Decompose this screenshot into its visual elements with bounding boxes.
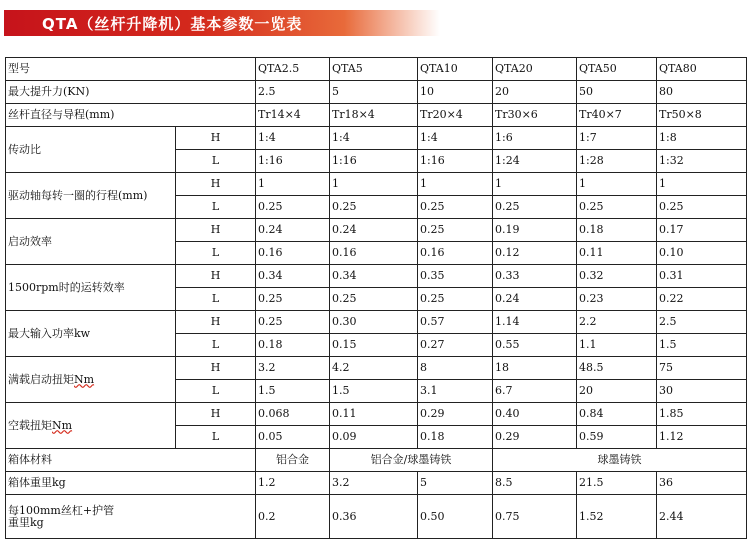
value-cell: Tr30×6 <box>493 104 577 127</box>
material-cell: 铝合金 <box>256 449 330 472</box>
table-row <box>6 311 747 334</box>
value-cell: 1:32 <box>657 150 747 173</box>
value-cell: 2.5 <box>657 311 747 334</box>
value-cell: 0.10 <box>657 242 747 265</box>
value-cell: 20 <box>577 380 657 403</box>
h-label: H <box>176 173 256 196</box>
value-cell: 1 <box>256 173 330 196</box>
value-cell: 1:4 <box>330 127 418 150</box>
value-cell: 36 <box>657 472 747 495</box>
value-cell: 1:4 <box>256 127 330 150</box>
value-cell: 0.30 <box>330 311 418 334</box>
value-cell: 80 <box>657 81 747 104</box>
l-label: L <box>176 380 256 403</box>
l-label: L <box>176 242 256 265</box>
value-cell: 3.2 <box>330 472 418 495</box>
row-label: 传动比 <box>6 127 176 173</box>
value-cell: 1.5 <box>256 380 330 403</box>
value-cell: 0.18 <box>256 334 330 357</box>
value-cell: 4.2 <box>330 357 418 380</box>
value-cell: 8.5 <box>493 472 577 495</box>
value-cell: Tr14×4 <box>256 104 330 127</box>
row-label <box>6 403 176 449</box>
title-banner <box>4 10 440 36</box>
l-label: L <box>176 196 256 219</box>
value-cell: 30 <box>657 380 747 403</box>
table-row <box>6 265 747 288</box>
h-label: H <box>176 403 256 426</box>
value-cell: 0.24 <box>493 288 577 311</box>
value-cell: 0.29 <box>418 403 493 426</box>
l-label: L <box>176 426 256 449</box>
value-cell: Tr18×4 <box>330 104 418 127</box>
row-label-text: 空载扭矩 <box>8 418 52 432</box>
value-cell: 2.5 <box>256 81 330 104</box>
value-cell: 0.24 <box>256 219 330 242</box>
row-label: 箱体材料 <box>6 449 256 472</box>
value-cell: 1 <box>330 173 418 196</box>
value-cell: 1.5 <box>657 334 747 357</box>
value-cell: 1:8 <box>657 127 747 150</box>
table-row <box>6 127 747 150</box>
value-cell: 21.5 <box>577 472 657 495</box>
value-cell: 5 <box>418 472 493 495</box>
value-cell: 0.57 <box>418 311 493 334</box>
value-cell: 18 <box>493 357 577 380</box>
value-cell: 0.36 <box>330 495 418 539</box>
table-row <box>6 104 747 127</box>
table-row <box>6 173 747 196</box>
value-cell: 3.1 <box>418 380 493 403</box>
value-cell: 1.85 <box>657 403 747 426</box>
value-cell: 0.59 <box>577 426 657 449</box>
table-row <box>6 403 747 426</box>
value-cell: 0.24 <box>330 219 418 242</box>
l-label: L <box>176 150 256 173</box>
value-cell: Tr50×8 <box>657 104 747 127</box>
row-label: 最大提升力(KN) <box>6 81 256 104</box>
h-label: H <box>176 357 256 380</box>
row-label: 启动效率 <box>6 219 176 265</box>
value-cell: 0.05 <box>256 426 330 449</box>
value-cell: 1:24 <box>493 150 577 173</box>
value-cell: 48.5 <box>577 357 657 380</box>
table-header-row <box>6 58 747 81</box>
value-cell: 75 <box>657 357 747 380</box>
h-label: H <box>176 265 256 288</box>
value-cell: 1.1 <box>577 334 657 357</box>
unit-text: Nm <box>52 418 73 432</box>
value-cell: 0.23 <box>577 288 657 311</box>
h-label: H <box>176 311 256 334</box>
table-row <box>6 357 747 380</box>
page-title: QTA（丝杆升降机）基本参数一览表 <box>42 15 303 33</box>
value-cell: 1:16 <box>330 150 418 173</box>
value-cell: 2.2 <box>577 311 657 334</box>
value-cell: 0.32 <box>577 265 657 288</box>
value-cell: 20 <box>493 81 577 104</box>
value-cell: 0.18 <box>577 219 657 242</box>
value-cell: 1:4 <box>418 127 493 150</box>
h-label: H <box>176 127 256 150</box>
value-cell: 0.25 <box>493 196 577 219</box>
value-cell: 1:16 <box>418 150 493 173</box>
row-label: 箱体重里kg <box>6 472 256 495</box>
value-cell: 0.34 <box>256 265 330 288</box>
value-cell: 1.2 <box>256 472 330 495</box>
value-cell: 5 <box>330 81 418 104</box>
row-label: 最大输入功率kw <box>6 311 176 357</box>
value-cell: 0.25 <box>418 196 493 219</box>
model-header: QTA10 <box>418 58 493 81</box>
unit-text: Nm <box>74 372 95 386</box>
value-cell: 0.11 <box>577 242 657 265</box>
model-header: QTA5 <box>330 58 418 81</box>
value-cell: 1:28 <box>577 150 657 173</box>
row-label: 1500rpm时的运转效率 <box>6 265 176 311</box>
model-label: 型号 <box>6 58 256 81</box>
value-cell: 8 <box>418 357 493 380</box>
value-cell: 0.25 <box>256 288 330 311</box>
value-cell: 0.84 <box>577 403 657 426</box>
value-cell: 0.12 <box>493 242 577 265</box>
value-cell: 0.22 <box>657 288 747 311</box>
value-cell: 3.2 <box>256 357 330 380</box>
value-cell: 6.7 <box>493 380 577 403</box>
value-cell: 0.29 <box>493 426 577 449</box>
table-row <box>6 219 747 242</box>
value-cell: 0.17 <box>657 219 747 242</box>
l-label: L <box>176 288 256 311</box>
value-cell: 1 <box>577 173 657 196</box>
value-cell: 0.75 <box>493 495 577 539</box>
row-label-line: 重里kg <box>8 515 44 529</box>
value-cell: 0.25 <box>256 196 330 219</box>
value-cell: Tr20×4 <box>418 104 493 127</box>
value-cell: 0.25 <box>577 196 657 219</box>
value-cell: 0.35 <box>418 265 493 288</box>
row-label <box>6 495 256 539</box>
value-cell: 50 <box>577 81 657 104</box>
l-label: L <box>176 334 256 357</box>
value-cell: 0.27 <box>418 334 493 357</box>
row-label-line: 每100mm丝杠+护管 <box>8 503 115 517</box>
value-cell: 1:7 <box>577 127 657 150</box>
value-cell: 1.52 <box>577 495 657 539</box>
spec-table <box>5 57 747 539</box>
value-cell: 0.50 <box>418 495 493 539</box>
row-label: 驱动轴每转一圈的行程(mm) <box>6 173 176 219</box>
value-cell: 0.15 <box>330 334 418 357</box>
table-row <box>6 449 747 472</box>
h-label: H <box>176 219 256 242</box>
value-cell: 1.12 <box>657 426 747 449</box>
value-cell: 0.33 <box>493 265 577 288</box>
value-cell: 0.16 <box>418 242 493 265</box>
table-row <box>6 495 747 539</box>
table-row <box>6 472 747 495</box>
value-cell: 0.09 <box>330 426 418 449</box>
material-cell: 球墨铸铁 <box>493 449 747 472</box>
value-cell: 0.16 <box>330 242 418 265</box>
row-label-text: 满载启动扭矩 <box>8 372 74 386</box>
value-cell: 1 <box>418 173 493 196</box>
value-cell: 0.16 <box>256 242 330 265</box>
value-cell: 0.25 <box>657 196 747 219</box>
value-cell: 0.11 <box>330 403 418 426</box>
value-cell: 0.19 <box>493 219 577 242</box>
value-cell: 1 <box>493 173 577 196</box>
value-cell: 0.31 <box>657 265 747 288</box>
model-header: QTA80 <box>657 58 747 81</box>
value-cell: 1.14 <box>493 311 577 334</box>
value-cell: 0.25 <box>330 288 418 311</box>
value-cell: 1.5 <box>330 380 418 403</box>
value-cell: 0.25 <box>256 311 330 334</box>
value-cell: Tr40×7 <box>577 104 657 127</box>
value-cell: 0.34 <box>330 265 418 288</box>
model-header: QTA2.5 <box>256 58 330 81</box>
model-header: QTA50 <box>577 58 657 81</box>
value-cell: 0.40 <box>493 403 577 426</box>
value-cell: 1:16 <box>256 150 330 173</box>
material-cell: 铝合金/球墨铸铁 <box>330 449 493 472</box>
value-cell: 0.25 <box>330 196 418 219</box>
value-cell: 2.44 <box>657 495 747 539</box>
row-label: 丝杆直径与导程(mm) <box>6 104 256 127</box>
value-cell: 0.55 <box>493 334 577 357</box>
value-cell: 0.068 <box>256 403 330 426</box>
value-cell: 0.25 <box>418 288 493 311</box>
value-cell: 0.25 <box>418 219 493 242</box>
table-row <box>6 81 747 104</box>
row-label <box>6 357 176 403</box>
model-header: QTA20 <box>493 58 577 81</box>
value-cell: 1:6 <box>493 127 577 150</box>
value-cell: 0.2 <box>256 495 330 539</box>
value-cell: 0.18 <box>418 426 493 449</box>
value-cell: 10 <box>418 81 493 104</box>
value-cell: 1 <box>657 173 747 196</box>
